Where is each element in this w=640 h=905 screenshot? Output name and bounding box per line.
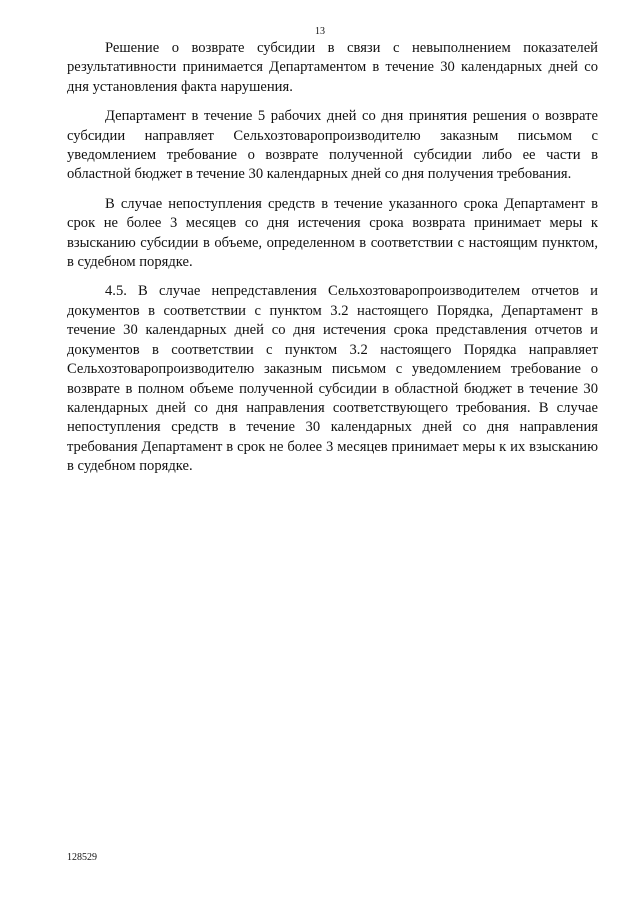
paragraph-return-requirement: Департамент в течение 5 рабочих дней со дня принятия решения о возврате субсидии направляет Сельхозтоваропроизводителю заказным письмом с уведомлением требование о возврате полученной субсидии либо ее части в областной бюджет в течение 30 календарных дней со дня получения требования. [67,108,598,183]
body-text [67,39,598,487]
document-code: 128529 [67,852,97,863]
paragraph-court-recovery: В случае непоступления средств в течение указанного срока Департамент в срок не более 3 месяцев со дня истечения срока возврата принимает меры к взысканию субсидии в объеме, определенном в соответствии с настоящим пунктом, в судебном порядке. [67,195,598,271]
paragraph-subsidy-return-decision: Решение о возврате субсидии в связи с невыполнением показателей результативности принимается Департаментом в течение 30 календарных дней со дня установления факта нарушения. [67,40,598,95]
paragraph-section-4-5: 4.5. В случае непредставления Сельхозтоваропроизводителем отчетов и документов в соответствии с пунктом 3.2 настоящего Порядка, Департамент в течение 30 календарных дней со дня истечения срока представления отчетов и документов в соответствии с пунктом 3.2 настоящего Порядка направляет Сельхозтоваропроизводителю заказным письмом с уведомлением требование о возврате в полном объеме полученной субсидии в областной бюджет в течение 30 календарных дней со дня направления соответствующего требования. В случае непоступления средств в течение 30 календарных дней со дня направления требования Департамент в срок не более 3 месяцев принимает меры к их взысканию в судебном порядке. [67,283,598,475]
page-number: 13 [315,26,325,37]
